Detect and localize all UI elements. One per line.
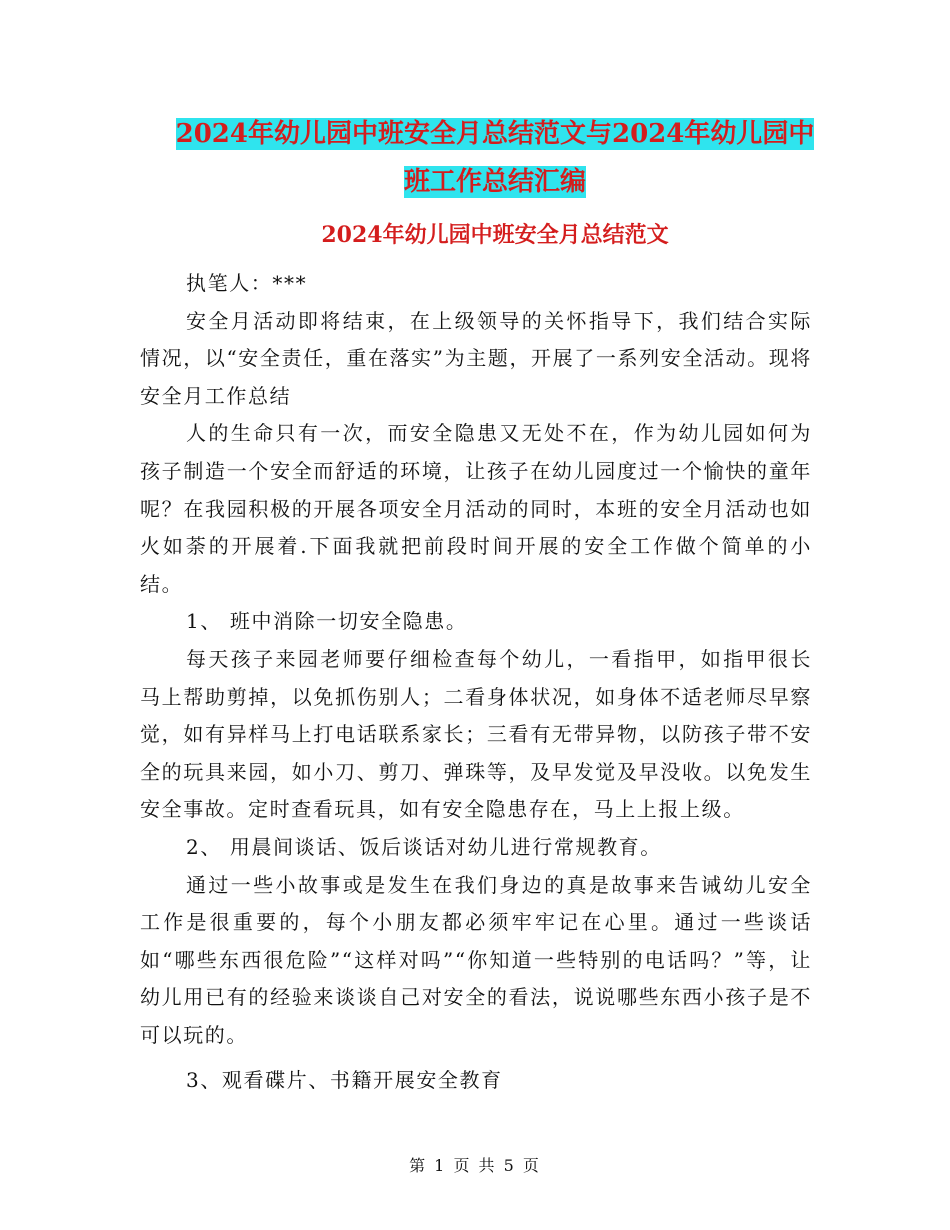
section-title: 2024年幼儿园中班安全月总结范文: [321, 222, 669, 248]
document-main-title: [140, 110, 850, 206]
list-heading: 2、 用晨间谈话、饭后谈话对幼儿进行常规教育。: [186, 834, 662, 859]
main-title-line-2: 班工作总结汇编: [403, 167, 586, 197]
paragraph: 通过一些小故事或是发生在我们身边的真是故事来告诫幼儿安全工作是很重要的，每个小朋友都必须牢牢记在心里。通过一些谈话如“哪些东西很危险”“这样对吗”“你知道一些特别的电话吗？”等，让幼儿用已有的经验来谈谈自己对安全的看法，说说哪些东西小孩子是不可以玩的。: [140, 872, 812, 1047]
paragraph: 每天孩子来园老师要仔细检查每个幼儿，一看指甲，如指甲很长马上帮助剪掉，以免抓伤别人；二看身体状况，如身体不适老师尽早察觉，如有异样马上打电话联系家长；三看有无带异物，以防孩子带不安全的玩具来园，如小刀、剪刀、弹珠等，及早发觉及早没收。以免发生安全事故。定时查看玩具，如有安全隐患存在，马上上报上级。: [140, 646, 812, 822]
list-heading: 1、 班中消除一切安全隐患。: [186, 609, 468, 634]
main-title-line-1: 2024年幼儿园中班安全月总结范文与2024年幼儿园中: [175, 119, 815, 149]
paragraph: 安全月活动即将结束，在上级领导的关怀指导下，我们结合实际情况，以“安全责任，重在落实”为主题，开展了一系列安全活动。现将安全月工作总结: [140, 308, 812, 408]
paragraph: 人的生命只有一次，而安全隐患又无处不在，作为幼儿园如何为孩子制造一个安全而舒适的环境，让孩子在幼儿园度过一个愉快的童年呢？在我园积极的开展各项安全月活动的同时，本班的安全月活动也如火如荼的开展着.下面我就把前段时间开展的安全工作做个简单的小结。: [140, 421, 812, 596]
document-body: [140, 265, 812, 1100]
author-line: 执笔人：***: [186, 271, 308, 295]
page-footer: 第 1 页 共 5 页: [409, 1156, 541, 1175]
list-heading: 3、观看碟片、书籍开展安全教育: [186, 1068, 503, 1093]
